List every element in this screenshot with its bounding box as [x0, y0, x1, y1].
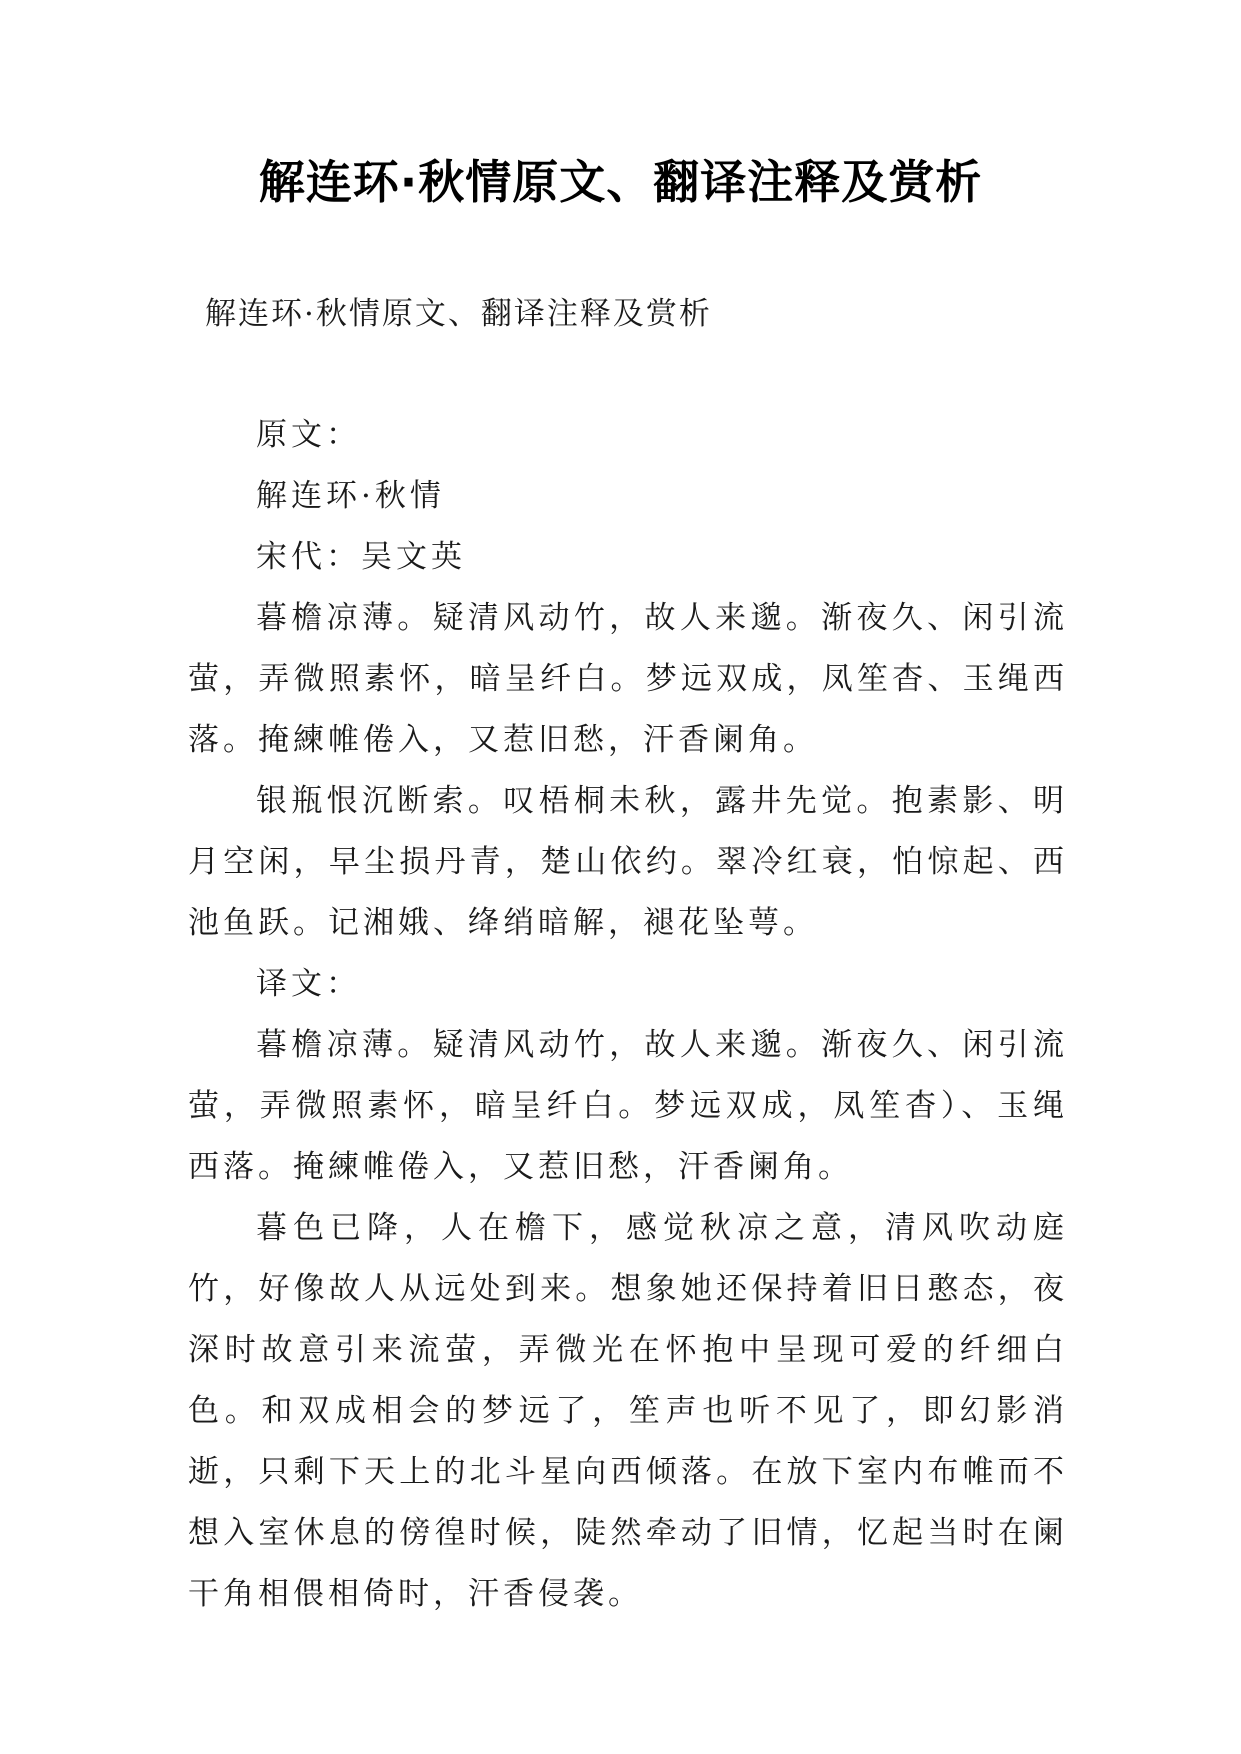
- poem-stanza-1: 暮檐凉薄。疑清风动竹，故人来邈。渐夜久、闲引流萤，弄微照素怀，暗呈纤白。梦远双成，凤笙杳、玉绳西落。掩練帷倦入，又惹旧愁，汗香阑角。: [188, 600, 1068, 758]
- translation-original-text: 暮檐凉薄。疑清风动竹，故人来邈。渐夜久、闲引流萤，弄微照素怀，暗呈纤白。梦远双成，凤笙杳）、玉绳西落。掩練帷倦入，又惹旧愁，汗香阑角。: [188, 1027, 1068, 1185]
- poem-title: 解连环·秋情: [256, 478, 445, 514]
- section-heading-original: 原文：: [256, 417, 361, 453]
- section-heading-translation: 译文：: [256, 966, 361, 1002]
- poem-author: 宋代：吴文英: [256, 539, 466, 575]
- document-title: 解连环·秋情原文、翻译注释及赏析: [258, 155, 983, 209]
- document-body: [188, 405, 1068, 1625]
- document-subtitle: 解连环·秋情原文、翻译注释及赏析: [205, 296, 712, 332]
- translation-paragraph: 暮色已降，人在檐下，感觉秋凉之意，清风吹动庭竹，好像故人从远处到来。想象她还保持着旧日憨态，夜深时故意引来流萤，弄微光在怀抱中呈现可爱的纤细白色。和双成相会的梦远了，笙声也听不见了，即幻影消逝，只剩下天上的北斗星向西倾落。在放下室内布帷而不想入室休息的傍徨时候，陡然牵动了旧情，忆起当时在阑干角相偎相倚时，汗香侵袭。: [188, 1210, 1068, 1612]
- poem-stanza-2: 银瓶恨沉断索。叹梧桐未秋，露井先觉。抱素影、明月空闲，早尘损丹青，楚山依约。翠冷红衰，怕惊起、西池鱼跃。记湘娥、绛绡暗解，褪花坠萼。: [188, 783, 1068, 941]
